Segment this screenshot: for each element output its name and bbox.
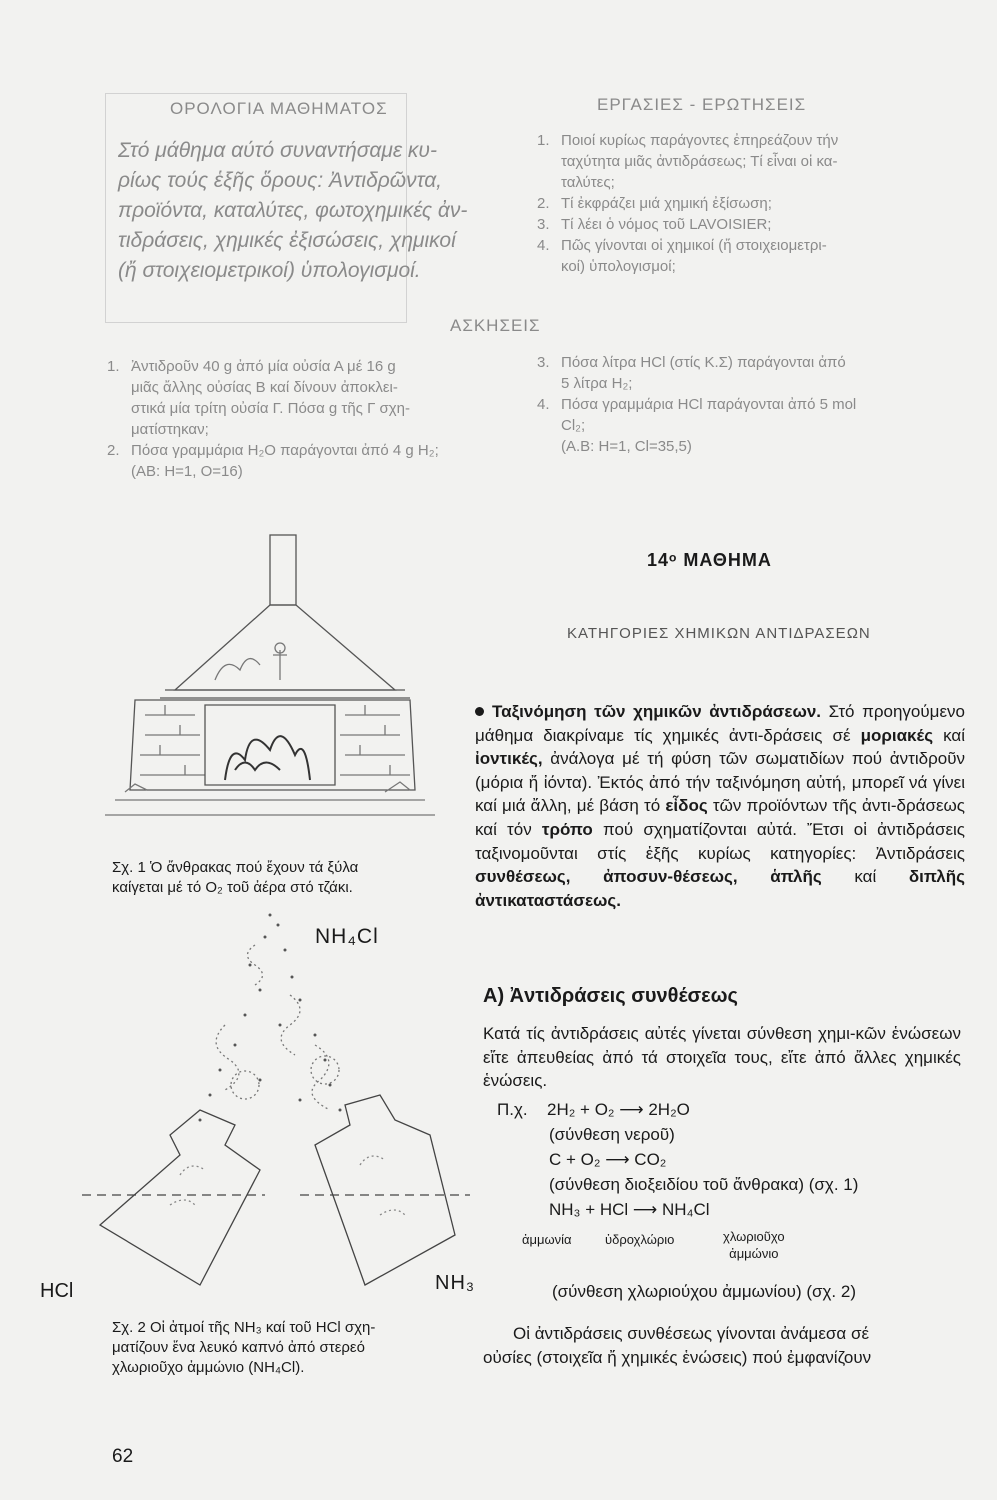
bold-term: διπλῆς ἀντικαταστάσεως. xyxy=(475,867,965,910)
exercise-item-3 xyxy=(537,352,957,394)
equation-nh4cl-note: (σύνθεση χλωριούχου ἀμμωνίου) (σχ. 2) xyxy=(552,1282,856,1301)
task-number: 3. xyxy=(537,216,550,233)
paragraph-text: καί xyxy=(854,867,877,887)
bullet-icon xyxy=(475,707,484,716)
exercise-item-2 xyxy=(107,440,497,482)
paragraph-text: πού σχηματίζονται αὐτά. Ἔτσι οἱ ἀντιδράσεις ταξινομοῦνται στίς ἑξῆς κυρίως κατηγορίες: Ἀντιδράσεις xyxy=(475,819,965,863)
bold-term: τρόπο xyxy=(541,819,593,839)
figure-2-caption xyxy=(112,1318,375,1378)
section-a-text: Κατά τίς ἀντιδράσεις αὐτές γίνεται σύνθεση χημι-κῶν ἑνώσεων εἴτε ἀπευθείας ἀπό τά στοιχεῖα τους, εἴτε ἀπό ἄλλες χημικές ἑνώσεις. xyxy=(483,1024,961,1091)
exercise-line: (Α.Β: Η=1, Cl=35,5) xyxy=(561,438,692,455)
paragraph-text: Στό προηγούμενο μάθημα διακρίναμε τίς χημικές ἀντι-δράσεις σέ xyxy=(475,702,965,745)
ammonium-chloride-label xyxy=(723,1228,785,1262)
terminology-line: προϊόντα, καταλύτες, φωτοχημικές ἀν- xyxy=(118,199,468,222)
bold-term: συνθέσεως, ἀποσυν-θέσεως, ἁπλῆς xyxy=(475,867,822,887)
terminology-line: (ἤ στοιχειομετρικοί) ὑπολογισμοί. xyxy=(118,259,421,282)
exercises-right xyxy=(537,352,957,457)
ammonia-label: ἀμμωνία xyxy=(522,1232,572,1247)
label-line: χλωριοῦχο xyxy=(723,1229,785,1244)
task-item-2 xyxy=(537,193,957,214)
exercise-number: 2. xyxy=(107,442,120,459)
bold-term: μοριακές xyxy=(860,725,934,745)
exercises-title: ΑΣΚΗΣΕΙΣ xyxy=(450,316,541,335)
terminology-text xyxy=(118,136,498,286)
synthesis-closing-paragraph xyxy=(483,1322,963,1370)
task-item-1 xyxy=(537,130,957,193)
exercise-line: Πόσα γραμμάρια H₂O παράγονται ἀπό 4 g H₂; xyxy=(131,442,439,459)
tasks-list xyxy=(537,130,957,277)
fireplace-illustration xyxy=(105,530,435,850)
bottles-illustration xyxy=(60,895,500,1315)
terminology-line: τιδράσεις, χημικές ἐξισώσεις, χημικοί xyxy=(118,229,456,252)
label-line: ἀμμώνιο xyxy=(729,1246,779,1261)
classification-paragraph xyxy=(475,700,965,912)
task-line: ταχύτητα μιᾶς ἀντιδράσεως; Τί εἶναι οἱ κα- xyxy=(561,153,838,170)
task-line: Ποιοί κυρίως παράγοντες ἐπηρεάζουν τήν xyxy=(561,132,839,149)
task-line: Πῶς γίνονται οἱ χημικοί (ἤ στοιχειομετρι- xyxy=(561,237,827,254)
exercise-line: 5 λίτρα H₂; xyxy=(561,375,633,392)
exercise-line: Πόσα λίτρα HCl (στίς Κ.Σ) παράγονται ἀπό xyxy=(561,354,846,371)
exercise-item-4 xyxy=(537,394,957,457)
task-item-4 xyxy=(537,235,957,277)
equation-co2: C + O₂ ⟶ CO₂ xyxy=(549,1150,667,1169)
paragraph-text: ἀνάλογα μέ τή φύση τῶν σωματιδίων πού ἀντιδροῦν (μόρια ἤ ἰόντα). Ἐκτός ἀπό τήν ταξινόμηση αὐτή, μπορεῖ νά γίνει καί μιά ἄλλη, μέ βάση τό xyxy=(475,749,965,816)
exercise-line: Ἀντιδροῦν 40 g ἀπό μία οὐσία Α μέ 16 g xyxy=(131,358,396,375)
exercise-number: 3. xyxy=(537,354,550,371)
task-line: Τί ἐκφράζει μιά χημική ἐξίσωση; xyxy=(561,195,772,212)
exercise-number: 4. xyxy=(537,396,550,413)
nh3-bottle-label: NH₃ xyxy=(435,1272,476,1294)
paragraph-text: τῶν προϊόντων τῆς ἀντι-δράσεως καί τόν xyxy=(475,796,965,839)
classification-heading: Ταξινόμηση τῶν χημικῶν ἀντιδράσεων. xyxy=(492,702,822,721)
task-item-3 xyxy=(537,214,957,235)
caption-line: καίγεται μέ τό O₂ τοῦ ἀέρα στό τζάκι. xyxy=(112,879,353,896)
paragraph-line: Οἱ ἀντιδράσεις συνθέσεως γίνονται ἀνάμεσα σέ xyxy=(513,1324,870,1343)
example-prefix: Π.χ. xyxy=(497,1100,528,1119)
tasks-title: ΕΡΓΑΣΙΕΣ - ΕΡΩΤΗΣΕΙΣ xyxy=(597,95,807,114)
paragraph-text: καί xyxy=(943,725,965,745)
exercise-item-1 xyxy=(107,356,497,440)
caption-line: Σχ. 2 Οἱ ἀτμοί τῆς NH₃ καί τοῦ HCl σχη- xyxy=(112,1319,376,1336)
exercise-line: (ΑΒ: Η=1, Ο=16) xyxy=(131,463,243,480)
equation-co2-note: (σύνθεση διοξειδίου τοῦ ἄνθρακα) (σχ. 1) xyxy=(549,1175,859,1194)
exercise-line: ματίστηκαν; xyxy=(131,421,209,438)
exercises-left xyxy=(107,356,497,482)
task-number: 4. xyxy=(537,237,550,254)
lesson-number: 14ᵒ ΜΑΘΗΜΑ xyxy=(647,550,772,570)
exercise-line: Πόσα γραμμάρια HCl παράγονται ἀπό 5 mol xyxy=(561,396,857,413)
hydrogen-chloride-label: ὑδροχλώριο xyxy=(605,1232,675,1247)
task-number: 2. xyxy=(537,195,550,212)
terminology-title: ΟΡΟΛΟΓΙΑ ΜΑΘΗΜΑΤΟΣ xyxy=(170,99,388,118)
caption-line: χλωριοῦχο ἀμμώνιο (NH₄Cl). xyxy=(112,1359,305,1376)
exercise-number: 1. xyxy=(107,358,120,375)
caption-line: ματίζουν ἕνα λευκό καπνό ἀπό στερεό xyxy=(112,1339,365,1356)
task-line: κοί) ὑπολογισμοί; xyxy=(561,258,676,275)
task-number: 1. xyxy=(537,132,550,149)
page-number: 62 xyxy=(112,1446,134,1467)
task-line: ταλύτες; xyxy=(561,174,615,191)
bold-term: εἶδος xyxy=(665,796,708,816)
paragraph-line: οὐσίες (στοιχεῖα ἤ χημικές ἑνώσεις) πού ἐμφανίζουν xyxy=(483,1348,872,1367)
equation-nh4cl: NH₃ + HCl ⟶ NH₄Cl xyxy=(549,1200,710,1219)
terminology-line: ρίως τούς ἑξῆς ὅρους: Ἀντιδρῶντα, xyxy=(118,169,443,192)
lesson-subtitle: ΚΑΤΗΓΟΡΙΕΣ ΧΗΜΙΚΩΝ ΑΝΤΙΔΡΑΣΕΩΝ xyxy=(567,625,871,642)
equation-water-note: (σύνθεση νεροῦ) xyxy=(549,1125,675,1144)
caption-line: Σχ. 1 Ὁ ἄνθρακας πού ἔχουν τά ξύλα xyxy=(112,859,359,876)
terminology-line: Στό μάθημα αύτό συναντήσαμε κυ- xyxy=(118,139,437,162)
exercise-line: Cl₂; xyxy=(561,417,586,434)
exercise-line: στικά μία τρίτη οὐσία Γ. Πόσα g τῆς Γ σχη- xyxy=(131,400,410,417)
exercise-line: μιᾶς ἄλλης οὐσίας Β καί δίνουν ἀποκλει- xyxy=(131,379,398,396)
hcl-bottle-label: HCl xyxy=(40,1280,74,1302)
figure-1-caption xyxy=(112,858,358,898)
nh4cl-smoke-label: NH₄Cl xyxy=(315,925,379,948)
section-a-heading: Α) Ἀντιδράσεις συνθέσεως xyxy=(483,985,738,1007)
equation-water: 2H₂ + O₂ ⟶ 2H₂O xyxy=(547,1100,690,1119)
task-line: Τί λέει ὁ νόμος τοῦ LAVOISIER; xyxy=(561,216,772,233)
bold-term: ἰοντικές, xyxy=(475,749,543,769)
